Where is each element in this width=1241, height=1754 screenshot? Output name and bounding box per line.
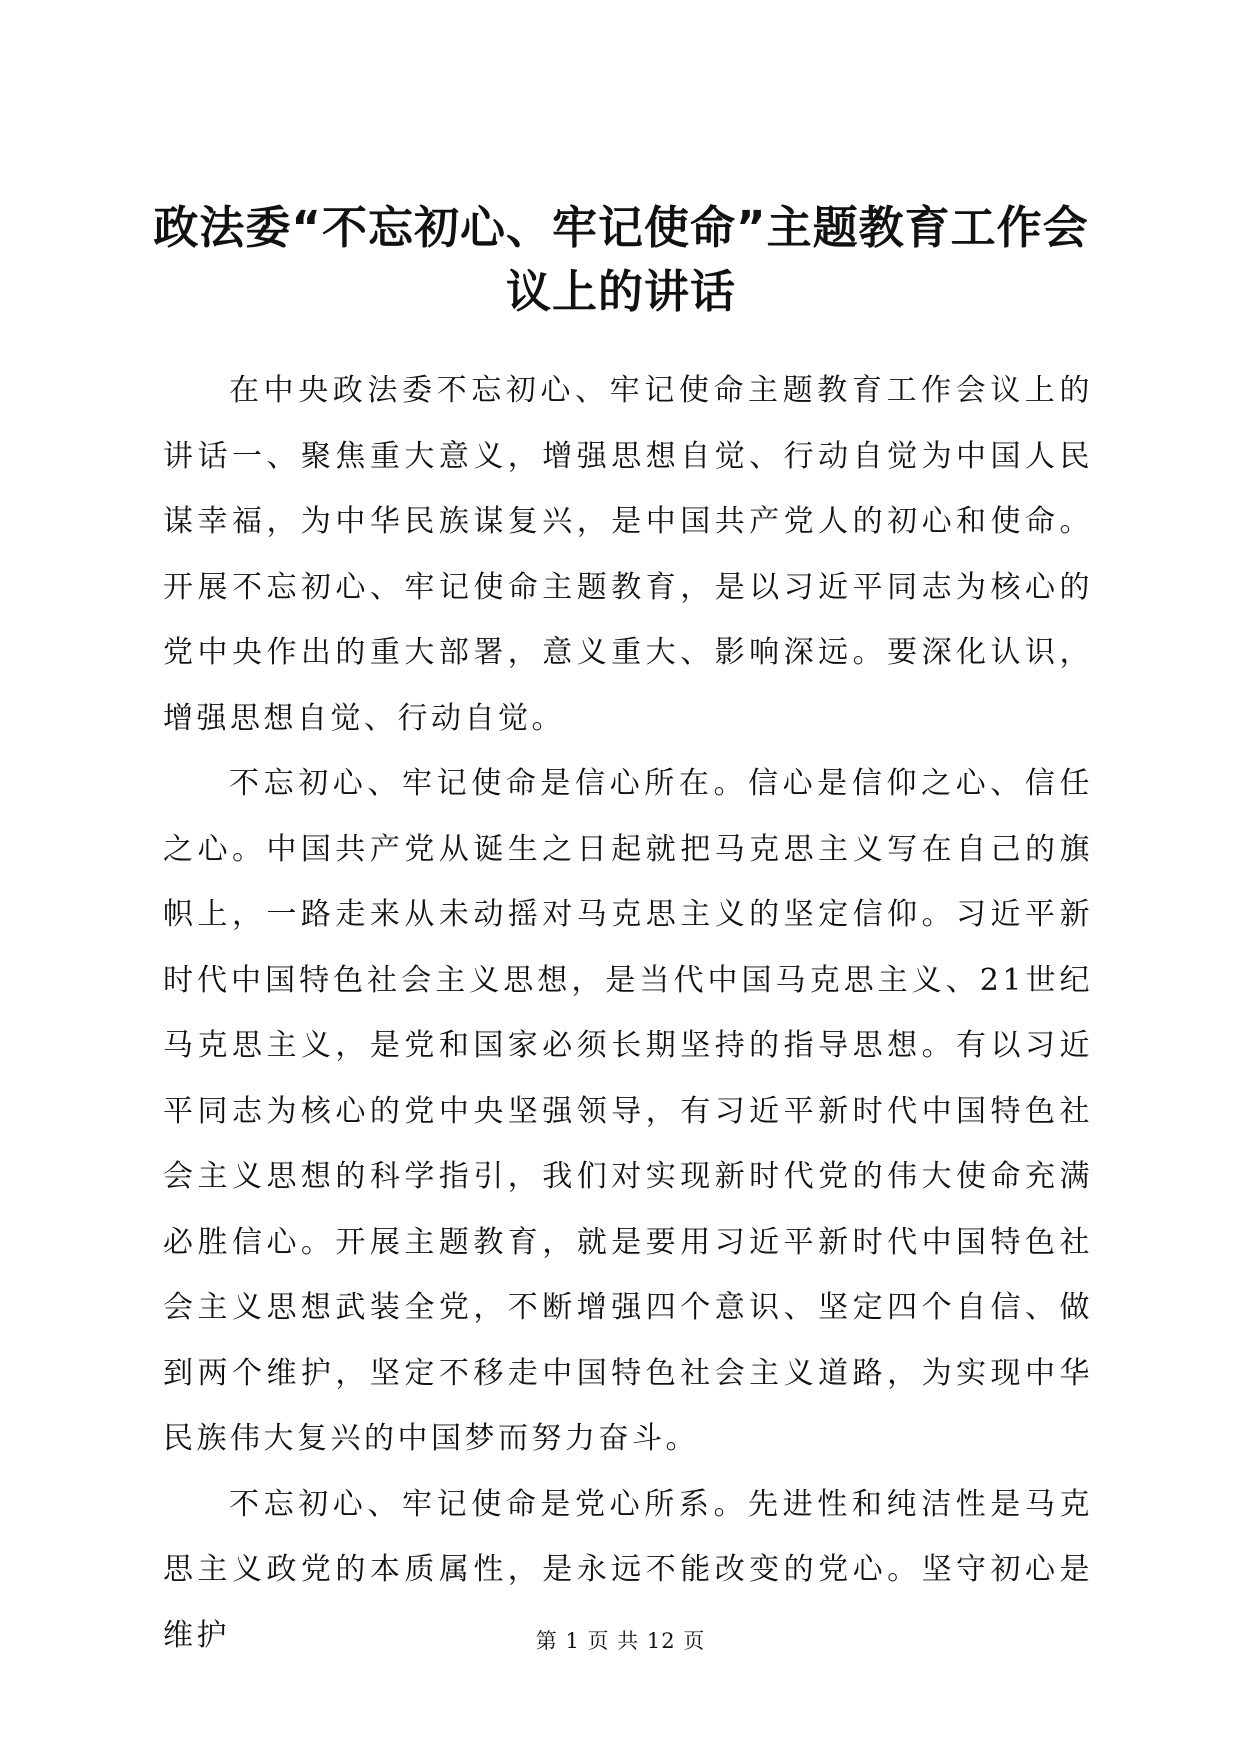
document-body xyxy=(163,358,1093,1668)
page-number-footer: 第 1 页 共 12 页 xyxy=(535,1629,706,1653)
paragraph-2: 不忘初心、牢记使命是信心所在。信心是信仰之心、信任之心。中国共产党从诞生之日起就把马克思主义写在自己的旗帜上，一路走来从未动摇对马克思主义的坚定信仰。习近平新时代中国特色社会主义思想，是当代中国马克思主义、21世纪马克思主义，是党和国家必须长期坚持的指导思想。有以习近平同志为核心的党中央坚强领导，有习近平新时代中国特色社会主义思想的科学指引，我们对实现新时代党的伟大使命充满必胜信心。开展主题教育，就是要用习近平新时代中国特色社会主义思想武装全党，不断增强四个意识、坚定四个自信、做到两个维护，坚定不移走中国特色社会主义道路，为实现中华民族伟大复兴的中国梦而努力奋斗。 xyxy=(163,766,1093,1456)
paragraph-3: 不忘初心、牢记使命是党心所系。先进性和纯洁性是马克思主义政党的本质属性，是永远不能改变的党心。坚守初心是维护 xyxy=(163,1486,1093,1653)
document-title: 政法委“不忘初心、牢记使命”主题教育工作会议上的讲话 xyxy=(153,201,1089,318)
paragraph-1: 在中央政法委不忘初心、牢记使命主题教育工作会议上的讲话一、聚焦重大意义，增强思想自觉、行动自觉为中国人民谋幸福，为中华民族谋复兴，是中国共产党人的初心和使命。开展不忘初心、牢记使命主题教育，是以习近平同志为核心的党中央作出的重大部署，意义重大、影响深远。要深化认识，增强思想自觉、行动自觉。 xyxy=(163,373,1093,736)
